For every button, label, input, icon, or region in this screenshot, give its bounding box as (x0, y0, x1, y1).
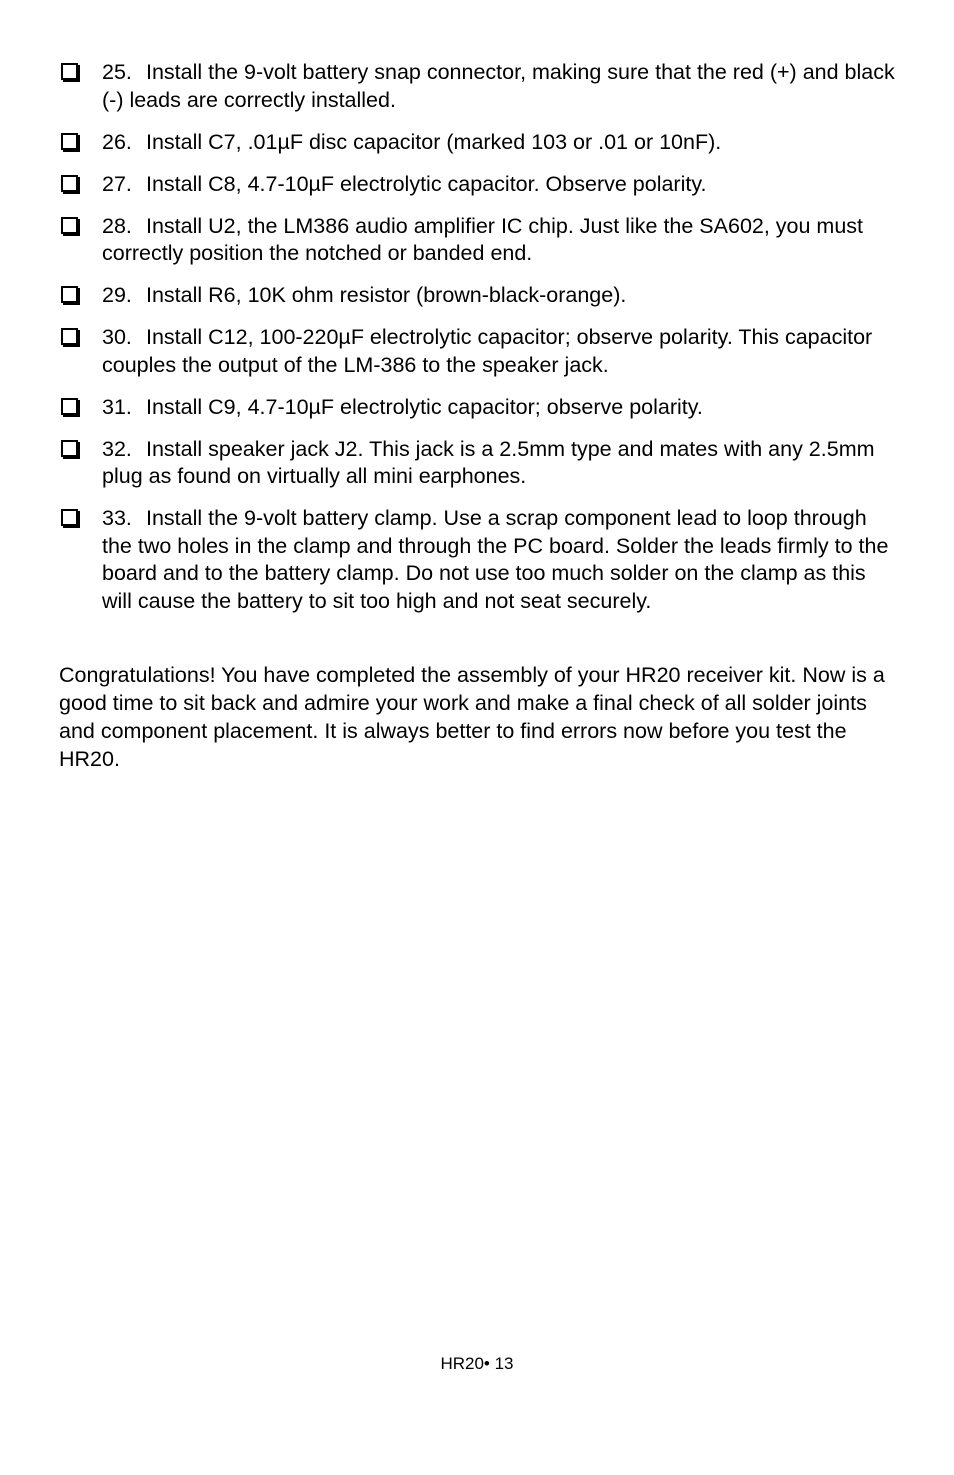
step-text: Install speaker jack J2. This jack is a 2.5mm type and mates with any 2.5mm plug as found on virtually all mini earphones. (102, 436, 875, 488)
checkbox-icon[interactable] (61, 328, 78, 345)
checkbox-icon[interactable] (61, 133, 78, 150)
step-text: Install the 9-volt battery clamp. Use a scrap component lead to loop through the two holes in the clamp and through the PC board. Solder the leads firmly to the board and to the battery clamp. Do not use too much solder on the clamp as this will cause the battery to sit too high and not seat securely. (102, 506, 889, 613)
assembly-step (59, 213, 899, 268)
step-text: Install U2, the LM386 audio amplifier IC chip. Just like the SA602, you must correctly position the notched or banded end. (102, 213, 864, 265)
checkbox-icon[interactable] (61, 509, 78, 526)
assembly-step (59, 505, 899, 615)
step-text: Install C7, .01µF disc capacitor (marked 103 or .01 or 10nF). (146, 129, 722, 154)
checkbox-icon[interactable] (61, 398, 78, 415)
step-text: Install R6, 10K ohm resistor (brown-black-orange). (146, 283, 627, 307)
step-text: Install C9, 4.7-10µF electrolytic capacitor; observe polarity. (146, 394, 703, 419)
step-number: 25. (102, 60, 132, 84)
step-number: 26. (102, 129, 132, 154)
step-number: 31. (102, 394, 132, 419)
assembly-step (59, 324, 899, 379)
assembly-step (59, 59, 899, 114)
closing-paragraph: Congratulations! You have completed the assembly of your HR20 receiver kit. Now is a good time to sit back and admire your work and make a final check of all solder joints and component placement. It is always better to find errors now before you test the HR20. (59, 663, 885, 771)
assembly-step (59, 394, 899, 422)
step-text: Install C12, 100-220µF electrolytic capacitor; observe polarity. This capacitor couples the output of the LM-386 to the speaker jack. (102, 325, 873, 377)
step-text: Install C8, 4.7-10µF electrolytic capacitor. Observe polarity. (146, 171, 707, 196)
checkbox-icon[interactable] (61, 175, 78, 192)
step-number: 32. (102, 436, 132, 461)
step-number: 33. (102, 506, 132, 530)
assembly-step (59, 171, 899, 199)
checkbox-icon[interactable] (61, 217, 78, 234)
step-number: 27. (102, 171, 132, 196)
step-text: Install the 9-volt battery snap connector, making sure that the red (+) and black (-) leads are correctly installed. (102, 60, 895, 112)
step-number: 28. (102, 213, 132, 238)
assembly-step (59, 129, 899, 157)
assembly-steps-list (59, 59, 899, 630)
checkbox-icon[interactable] (61, 63, 78, 80)
checkbox-icon[interactable] (61, 440, 78, 457)
step-number: 29. (102, 283, 132, 307)
assembly-step (59, 282, 899, 310)
page-footer: HR20• 13 (440, 1354, 514, 1373)
step-number: 30. (102, 325, 132, 349)
assembly-step (59, 436, 899, 491)
checkbox-icon[interactable] (61, 286, 78, 303)
